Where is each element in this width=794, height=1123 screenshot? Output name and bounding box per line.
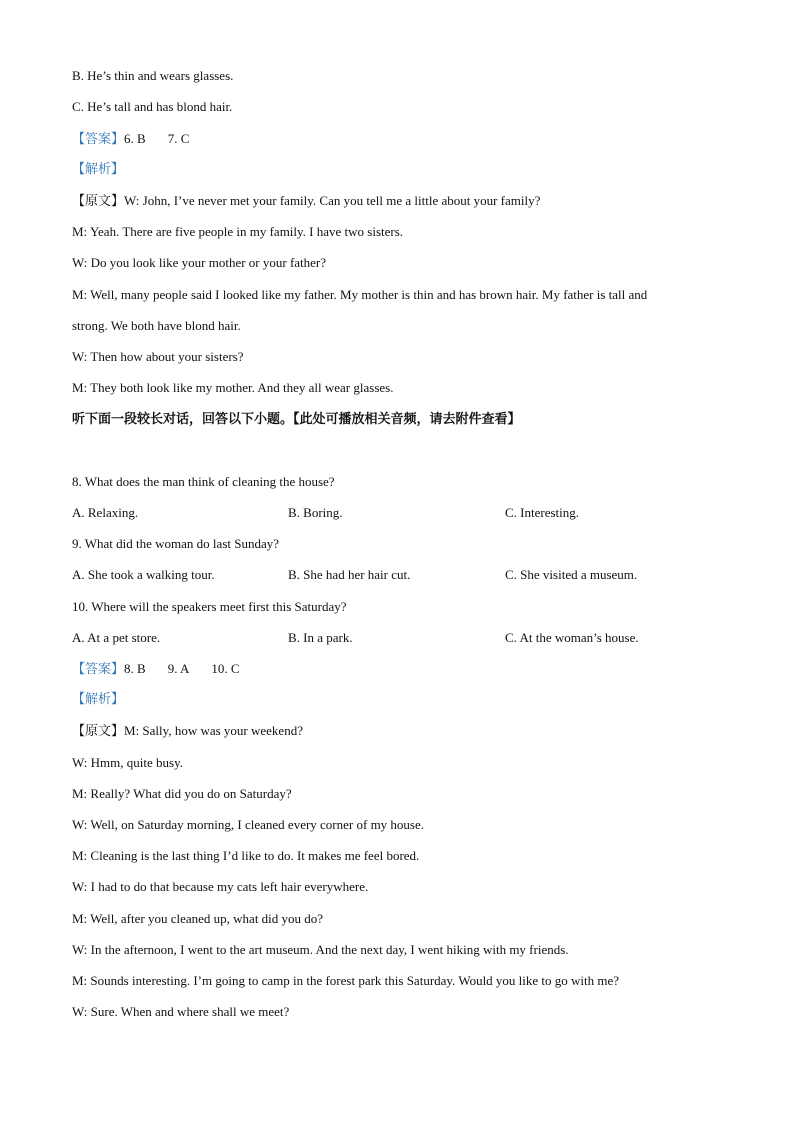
analysis-label-2: 【解析】	[72, 692, 125, 707]
transcript-line: W: Then how about your sisters?	[72, 349, 244, 364]
transcript-label: 【原文】	[72, 724, 125, 739]
answer-label: 【答案】	[72, 662, 125, 677]
answer-label: 【答案】	[72, 132, 125, 147]
answer-10: 10. C	[211, 661, 240, 676]
question-10-option-c: C. At the woman’s house.	[505, 630, 639, 645]
transcript-line: M: Well, after you cleaned up, what did you do?	[72, 911, 324, 926]
transcript-line: M: Cleaning is the last thing I’d like to do. It makes me feel bored.	[72, 848, 420, 863]
transcript-line: W: In the afternoon, I went to the art museum. And the next day, I went hiking with my friends.	[72, 942, 569, 957]
transcript-line: M: They both look like my mother. And they all wear glasses.	[72, 380, 394, 395]
question-8-option-c: C. Interesting.	[505, 505, 580, 520]
option-7b: B. He’s thin and wears glasses.	[72, 68, 234, 83]
question-9-option-a: A. She took a walking tour.	[72, 567, 215, 582]
question-8-stem: 8. What does the man think of cleaning the house?	[72, 474, 335, 489]
analysis-label-1: 【解析】	[72, 162, 125, 177]
transcript-label: 【原文】	[72, 194, 125, 209]
transcript-line: W: I had to do that because my cats left hair everywhere.	[72, 879, 369, 894]
listening-instruction: 听下面一段较长对话，回答以下小题。【此处可播放相关音频，请去附件查看】	[72, 412, 521, 427]
answer-9: 9. A	[167, 661, 190, 676]
answer-7: 7. C	[167, 131, 190, 146]
transcript-2-first-line	[72, 723, 303, 740]
question-10-option-b: B. In a park.	[288, 630, 353, 645]
transcript-line: W: Do you look like your mother or your father?	[72, 255, 327, 270]
transcript-1-first-line	[72, 193, 540, 210]
answer-line-2	[72, 661, 240, 678]
question-8-option-b: B. Boring.	[288, 505, 343, 520]
option-7c: C. He’s tall and has blond hair.	[72, 99, 233, 114]
question-10-option-a: A. At a pet store.	[72, 630, 161, 645]
transcript-line: M: Sally, how was your weekend?	[124, 723, 303, 738]
transcript-line: W: Well, on Saturday morning, I cleaned every corner of my house.	[72, 817, 425, 832]
transcript-line: W: John, I’ve never met your family. Can you tell me a little about your family?	[124, 193, 541, 208]
transcript-line: M: Sounds interesting. I’m going to camp in the forest park this Saturday. Would you like to go with me?	[72, 973, 620, 988]
answer-6: 6. B	[124, 131, 146, 146]
answer-line-1	[72, 131, 189, 148]
question-9-stem: 9. What did the woman do last Sunday?	[72, 536, 280, 551]
transcript-line: strong. We both have blond hair.	[72, 318, 241, 333]
question-8-option-a: A. Relaxing.	[72, 505, 139, 520]
transcript-line: W: Sure. When and where shall we meet?	[72, 1004, 290, 1019]
transcript-line: W: Hmm, quite busy.	[72, 755, 183, 770]
answer-8: 8. B	[124, 661, 146, 676]
question-9-option-c: C. She visited a museum.	[505, 567, 638, 582]
question-10-stem: 10. Where will the speakers meet first this Saturday?	[72, 599, 347, 614]
transcript-line: M: Yeah. There are five people in my family. I have two sisters.	[72, 224, 404, 239]
question-9-option-b: B. She had her hair cut.	[288, 567, 411, 582]
transcript-line: M: Really? What did you do on Saturday?	[72, 786, 292, 801]
transcript-line: M: Well, many people said I looked like my father. My mother is thin and has brown hair. My father is tall and	[72, 287, 648, 302]
